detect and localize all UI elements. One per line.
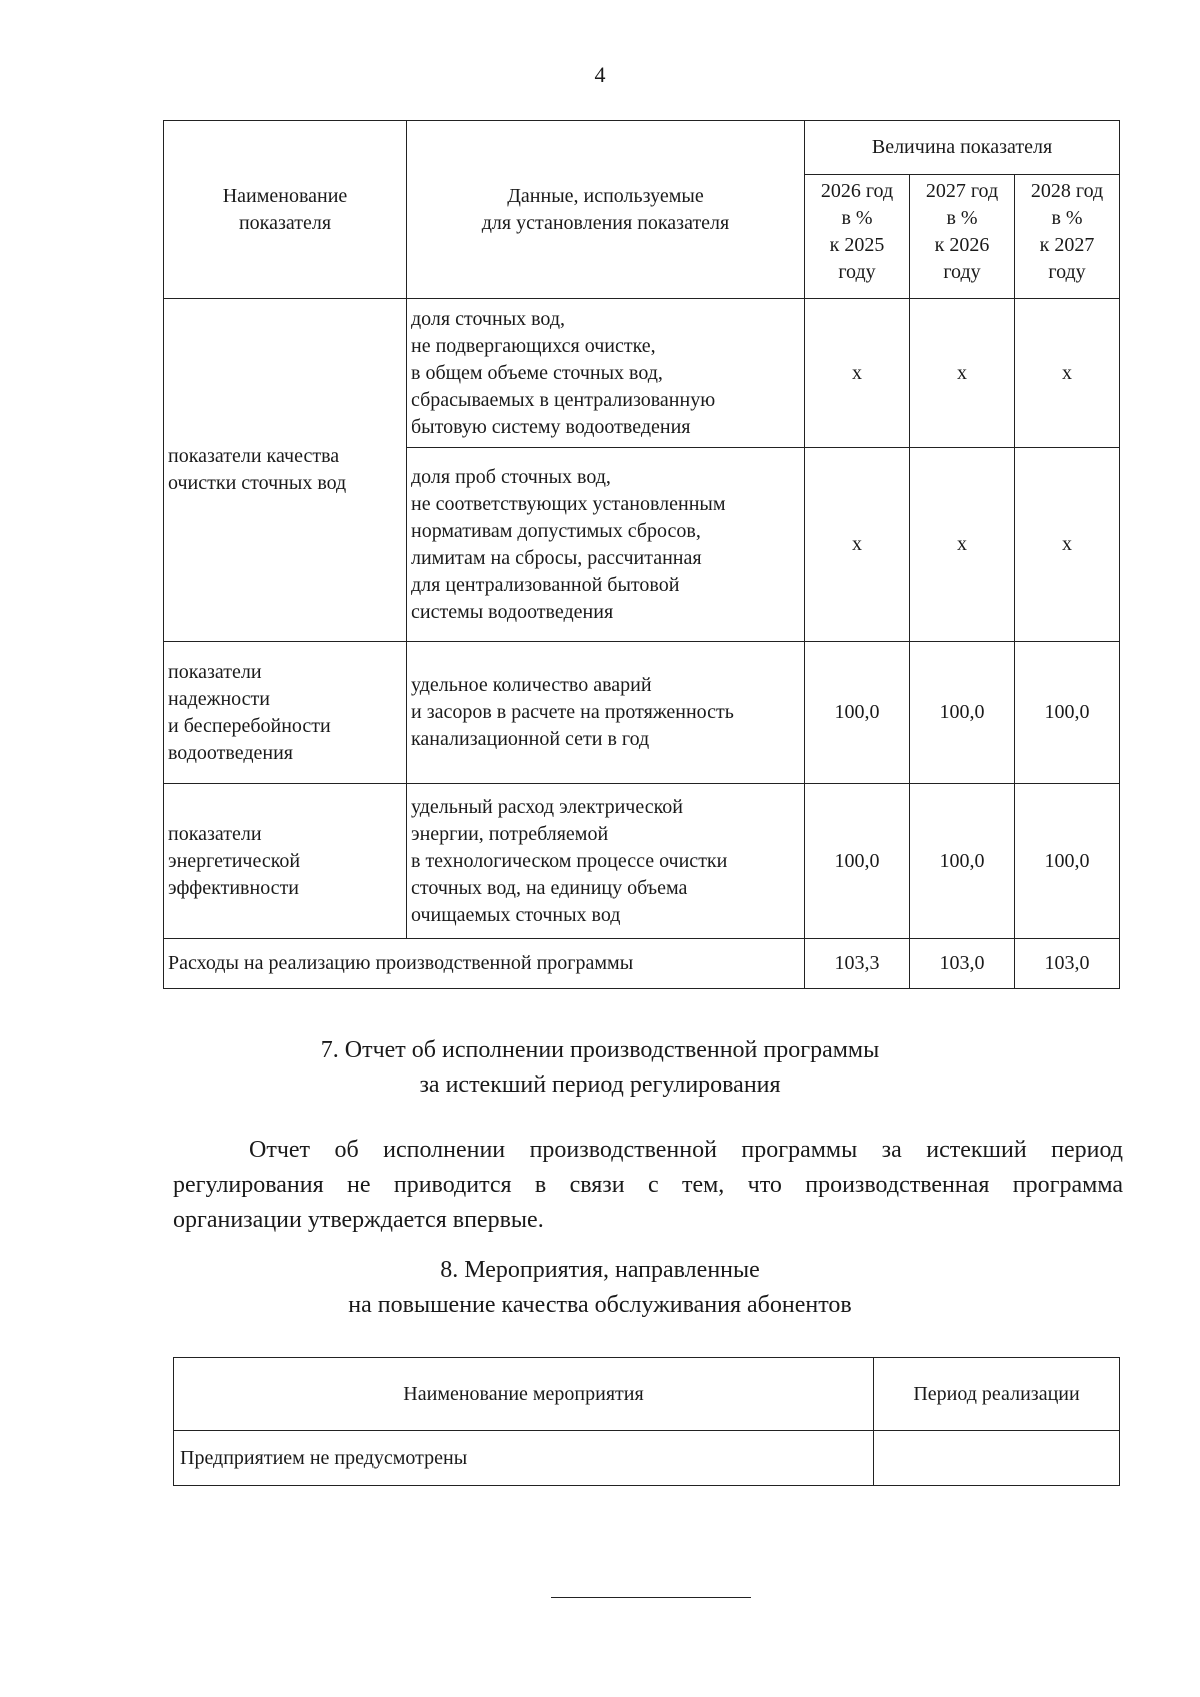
table-row — [164, 642, 1120, 784]
indicator-value: x — [805, 299, 910, 448]
indicator-value: x — [1015, 299, 1120, 448]
expenses-row — [164, 939, 1120, 989]
measure-period — [874, 1431, 1120, 1486]
paragraph-line: организации утверждается впервые. — [173, 1207, 544, 1233]
header-indicator-value: Величина показателя — [805, 121, 1120, 175]
section-7-heading — [0, 1033, 1200, 1103]
header-year-2028: 2028 год в % к 2027 году — [1015, 175, 1120, 299]
table-row — [164, 784, 1120, 939]
measures-table — [173, 1357, 1120, 1486]
indicator-value: x — [910, 448, 1015, 642]
paragraph-line: регулирования не приводится в связи с тем, что производственная программа — [173, 1172, 1123, 1198]
header-measure-name: Наименование мероприятия — [174, 1358, 874, 1431]
section-7-paragraph — [173, 1133, 1123, 1238]
indicator-value: x — [910, 299, 1015, 448]
indicator-data: доля проб сточных вод, не соответствующих установленным нормативам допустимых сбросов, лимитам на сбросы, рассчитанная для централизованной бытовой системы водоотведения — [407, 448, 805, 642]
measure-name: Предприятием не предусмотрены — [174, 1431, 874, 1486]
indicator-data: доля сточных вод, не подвергающихся очистке, в общем объеме сточных вод, сбрасываемых в централизованную бытовую систему водоотведения — [407, 299, 805, 448]
section-8-heading-line: 8. Мероприятия, направленные — [440, 1257, 760, 1283]
expenses-value: 103,3 — [805, 939, 910, 989]
indicators-table — [163, 120, 1120, 989]
indicator-value: 100,0 — [805, 784, 910, 939]
group-name-energy-efficiency: показатели энергетической эффективности — [164, 784, 407, 939]
indicator-value: 100,0 — [1015, 784, 1120, 939]
table-row — [164, 299, 1120, 448]
indicator-value: 100,0 — [1015, 642, 1120, 784]
header-year-2027: 2027 год в % к 2026 году — [910, 175, 1015, 299]
expenses-value: 103,0 — [1015, 939, 1120, 989]
section-8-heading-line: на повышение качества обслуживания абонентов — [348, 1292, 852, 1318]
indicator-value: x — [805, 448, 910, 642]
indicator-value: x — [1015, 448, 1120, 642]
header-indicator-data: Данные, используемые для установления показателя — [407, 121, 805, 299]
indicator-data: удельное количество аварий и засоров в расчете на протяженность канализационной сети в год — [407, 642, 805, 784]
page-number: 4 — [594, 62, 606, 87]
indicator-value: 100,0 — [910, 784, 1015, 939]
expenses-value: 103,0 — [910, 939, 1015, 989]
paragraph-line: Отчет об исполнении производственной программы за истекший период — [249, 1137, 1123, 1163]
group-name-reliability: показатели надежности и бесперебойности водоотведения — [164, 642, 407, 784]
table-row — [174, 1431, 1120, 1486]
section-8-heading — [0, 1253, 1200, 1323]
end-rule — [551, 1597, 751, 1598]
section-7-heading-line: за истекший период регулирования — [419, 1072, 781, 1098]
section-7-heading-line: 7. Отчет об исполнении производственной программы — [320, 1037, 880, 1063]
header-indicator-name: Наименование показателя — [164, 121, 407, 299]
header-measure-period: Период реализации — [874, 1358, 1120, 1431]
indicator-value: 100,0 — [805, 642, 910, 784]
header-year-2026: 2026 год в % к 2025 году — [805, 175, 910, 299]
group-name-treatment-quality: показатели качества очистки сточных вод — [164, 299, 407, 642]
indicator-value: 100,0 — [910, 642, 1015, 784]
expenses-label: Расходы на реализацию производственной программы — [164, 939, 805, 989]
indicator-data: удельный расход электрической энергии, потребляемой в технологическом процессе очистки сточных вод, на единицу объема очищаемых сточных вод — [407, 784, 805, 939]
